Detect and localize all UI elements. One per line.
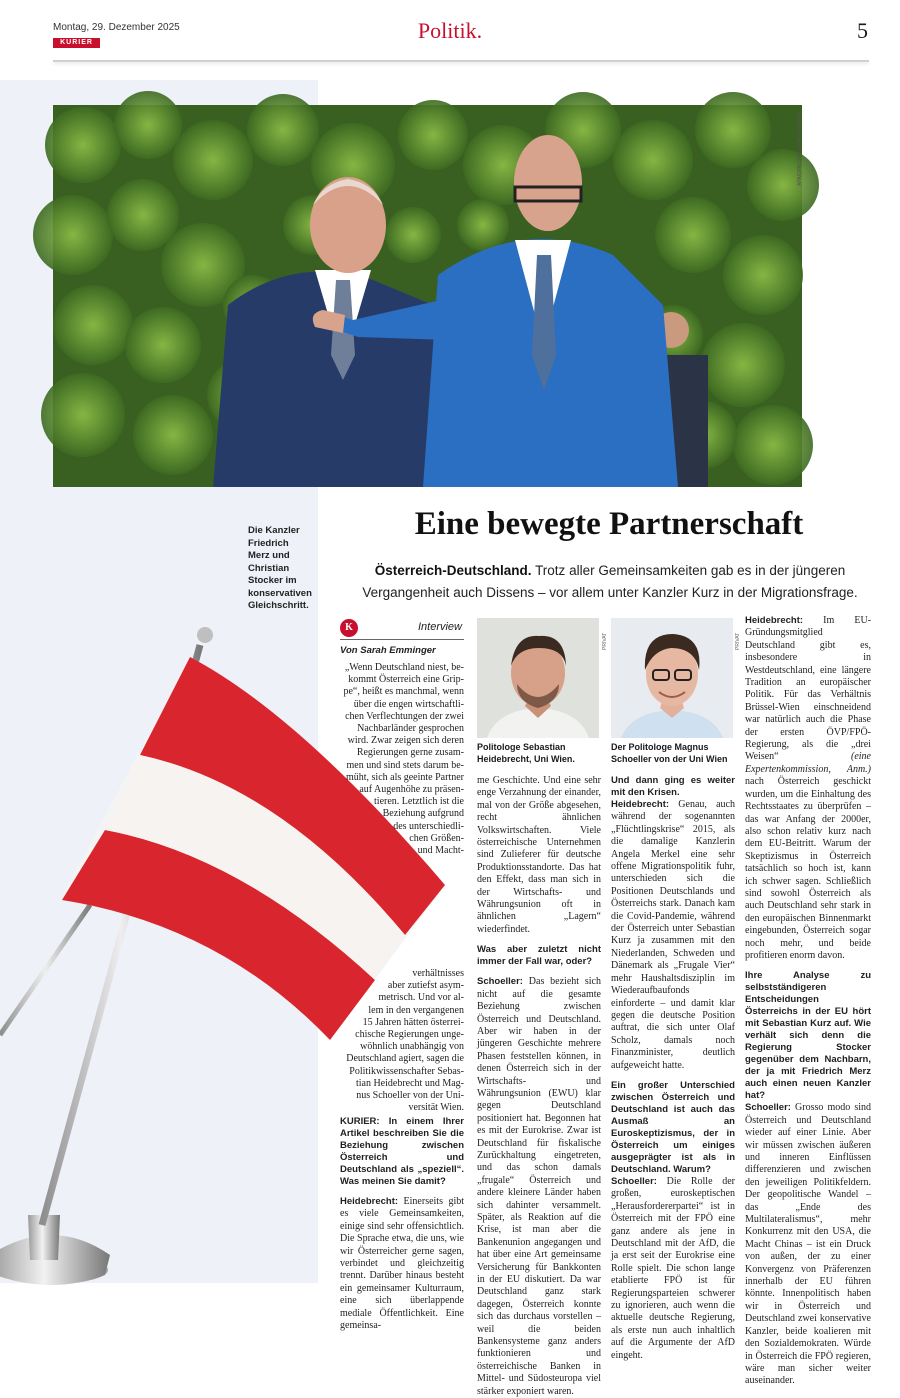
byline: Von Sarah Emminger [340, 645, 436, 656]
text-line: chen Größen- [409, 832, 464, 844]
speaker: Heidebrecht: [745, 615, 804, 626]
interview-marker [340, 618, 464, 640]
answer: Einerseits gibt es viele Gemeinsamkeiten, einige sind sehr offensichtlich. Die Sprache etwa, die uns, wie wir Österreicher gerne sagen, verbindet und gleichzeitig trennt. Darüber hinaus besteht ein gemeinsamer Kulturraum, eine sich überlappende mediale Öffentlichkeit. Eine gemeinsa- [340, 1196, 464, 1332]
portrait-schoeller [611, 618, 733, 738]
text-line: metrisch. Und vor al- [378, 992, 464, 1004]
photo-caption: Die Kanzler Friedrich Merz und Christian Stocker im konservativen Gleichschritt. [248, 525, 312, 611]
text-line: auf Augenhöhe zu präsen- [359, 784, 464, 796]
speaker: Schoeller: [477, 976, 523, 988]
text-line: Politikwissenschafter Sebas- [349, 1065, 464, 1077]
text-line: müht, sich als geeinte Partner [345, 771, 464, 783]
text-line: verhältnisses [412, 968, 464, 979]
answer: Die Rolle der großen, euroskeptischen „Herausfordererpartei“ ist in Österreich mit der FPÖ eine ganz andere als jene in Deutschland mit der AfD, die ja erst seit der Eurokrise eine Rolle spielt. Die schon lange etablierte FPÖ ist für Regierungsparteien schwerer zu ignorieren, auch wenn die aktuelle deutsche Regierung, als erste nun auch inhaltlich auf die Argumente der AfD eingeht. [611, 1175, 736, 1361]
paragraph: me Geschichte. Und eine sehr enge Verzahnung der einander, mal von der Größe abgesehen, recht ähnlichen Volkswirtschaften. Viele österreichische Unternehmen sind Zulieferer für deutsche Produktionsstandorte. Das hat den Effekt, dass man sich in der Wirtschafts- und Währungsunion oft in ähnlichen „Lagern“ wiederfindet. [477, 775, 601, 935]
col1-qa [340, 1116, 464, 1332]
answer: Im EU-Gründungsmitglied Deutschland gibt es, insbesondere in Westdeutschland, eine längere Tradition an europäischer Politik. Für das Verhältnis Brüssel-Wien einschneidend war natürlich auch die Phase der ersten ÖVP/FPÖ-Regierung, als die „drei Weisen“ [745, 615, 871, 763]
portrait-credit-2: PRIVAT [735, 632, 741, 650]
interview-label: Interview [417, 621, 462, 633]
question: Was aber zuletzt nicht immer der Fall war, oder? [477, 944, 601, 968]
text-line: 15 Jahren hätten österrei- [362, 1016, 464, 1028]
text-line: wöhnlich unabhängig von [360, 1041, 464, 1053]
portrait-heidebrecht [477, 618, 599, 738]
text-line: Nachbarländer gesprochen [357, 723, 464, 735]
col3-text [611, 775, 735, 1362]
article-lead [345, 560, 875, 604]
text-line: Beziehung aufgrund [382, 808, 464, 820]
text-line: wird. Zwar zeigen sich deren [347, 735, 464, 747]
col1-continuation [340, 968, 464, 1114]
article-headline: Eine bewegte Partnerschaft [414, 506, 804, 542]
question: Ein großer Unterschied zwischen Österreich und Deutschland ist auch das Ausmaß an Euroskeptizismus, der in Österreich um einiges ausgeprägter ist als in Deutschland. Warum? [611, 1079, 735, 1175]
question: KURIER: In einem Ihrer Artikel beschreiben Sie die Beziehung zwischen Österreich und Deutschland als „speziell“. Was meinen Sie damit? [340, 1116, 464, 1187]
answer: Genau, auch während der sogenannten „Flüchtlingskrise“ 2015, als die damalige Kanzlerin Angela Merkel eine sehr offene Migrationspolitik fuhr, unterschieden sich die Positionen Deutschlands und Österreichs stark. Danach kam die Covid-Pandemie, während der Österreich unter Sebastian Kurz ja zusammen mit den Niederlanden, Schweden und Dänemark als „Frugale Vier“ mehr Haushaltsdisziplin im Wiederaufbaufonds einforderte – und damit klar gegen die deutsche Position auftrat, die sich unter Olaf Scholz, damals noch Finanzminister, deutlich aufgeweicht hatte. [611, 799, 735, 1071]
text-line: tian Heidebrecht und Mag- [355, 1077, 464, 1089]
page-number: 5 [857, 18, 868, 43]
text-line: pe“, heißt es manchmal, wenn [343, 686, 464, 698]
text-line: nus Schoeller von der Uni- [356, 1090, 464, 1102]
col2-text [477, 775, 601, 1398]
text-line: Regierungen gerne zusam- [356, 747, 464, 759]
text-line: des unterschiedli- [393, 820, 464, 832]
kurier-k-icon: K [340, 619, 358, 637]
lead-kicker: Österreich-Deutschland. [374, 563, 532, 578]
question: Und dann ging es weiter mit den Krisen. [611, 775, 735, 798]
speaker: Heidebrecht: [611, 799, 670, 810]
text-line: versität Wien. [408, 1102, 464, 1114]
kurier-logo: KURIER [53, 38, 100, 48]
question: Ihre Analyse zu selbstständigeren Entscheidungen Österreichs in der EU hört mit Sebastian Kurz auf. Wie verhält sich denn die Regierung Stocker gegenüber dem Nachbarn, der ja mit Friedrich Merz auch einen neuen Kanzler hat? [745, 970, 871, 1102]
text-line: men und sind stets darum be- [346, 759, 464, 771]
speaker: Schoeller: [611, 1175, 657, 1187]
portrait-caption-2: Der Politologe Magnus Schoeller von der Uni Wien [611, 742, 728, 764]
text-line: chische Regierungen unge- [355, 1029, 464, 1041]
section-title: Politik. [417, 18, 483, 43]
text-line: chen Verflechtungen der zwei [345, 710, 464, 722]
answer: Das bezieht sich nicht auf die gesamte Beziehung zwischen Österreich und Deutschland. Aber wir haben in der jüngeren Geschichte mehrere Phasen feststellen können, in denen Österreich sich in der Wirtschafts- und Währungsunion (EWU) klar gegen Deutschland positioniert hat. Begonnen hat es mit der Eurokrise. Zwar ist Deutschland für fiskalische Zurückhaltung eingetreten, und das schon damals „frugale“ Österreich und andere kleinere Länder haben sich dahinter versammelt. Später, als Reaktion auf die Krise, ist man aber die Bankenunion angegangen und hat über eine Art gemeinsame Versicherung für Bankkonten in der EU diskutiert. Da war Deutschland ganz stark dagegen, Österreich konnte sich das durchaus vorstellen – weil die beiden Bankensysteme ganz anders funktionieren und österreichische Banken in Mittel- und Südosteuropa viel stärker exponiert waren. [477, 976, 601, 1397]
issue-date: Montag, 29. Dezember 2025 [53, 22, 180, 33]
speaker: Heidebrecht: [340, 1196, 399, 1207]
col1-intro [340, 662, 464, 857]
photo-credit: APA/DPA/CHRISTOPH SOEDER [797, 111, 803, 186]
portrait-credit-1: PRIVAT [602, 632, 608, 650]
speaker: Schoeller: [745, 1102, 791, 1114]
answer: nach Österreich geschickt wurden, um die Einhaltung des Rechtsstaates zu überprüfen – das war Anfang der 2000er, also schon relativ kurz nach dem EU-Beitritt. Warum der Skeptizismus in Österreich tatsächlich so hoch ist, kann ich schwer sagen. Schließlich sind sowohl Österreich als auch Deutschland sehr stark in den europäischen Binnenmarkt eingebunden, Österreich sogar noch mehr, und beide profitieren enorm davon. [745, 776, 871, 961]
text-line: aber zutiefst asym- [387, 980, 464, 992]
text-line: und Macht- [417, 845, 464, 857]
text-line: lem in den vergangenen [368, 1004, 464, 1016]
portrait-caption-1: Politologe Sebastian Heidebrecht, Uni Wien. [477, 742, 575, 764]
lead-text: Trotz aller Gemeinsamkeiten gab es in der jüngeren Vergangenheit auch Dissens – vor allem unter Kanzler Kurz in der Migrationsfrage. [362, 563, 858, 600]
header-divider [53, 60, 869, 62]
col4-text [745, 615, 871, 1388]
text-line: kommt Österreich eine Grip- [348, 674, 464, 686]
editor-note: (eine Expertenkommission, Anm.) [745, 751, 871, 775]
text-line: über die engen wirtschaftli- [353, 698, 464, 710]
text-line: tieren. Letztlich ist die [374, 796, 464, 808]
text-line: „Wenn Deutschland niest, be- [344, 662, 464, 673]
answer: Grosso modo sind Österreich und Deutschland wieder auf einer Linie. Aber wir müssen zwischen äußeren und inneren Einflüssen differenzieren und zwischen den jeweiligen Politikfeldern. Der geopolitische Wandel – das „Ende des Multilateralismus“, mehr Konkurrenz mit den USA, die Macht Chinas – ist ein Druck von außen, der zu einer Konvergenz von Präferenzen innerhalb der EU führen könnte. Innenpolitisch haben wir in Österreich und Deutschland zwei konservative Kanzler, beide koalieren mit den Sozialdemokraten. Würde in Österreich die FPÖ regieren, wäre man sicher weiter auseinander. [745, 1102, 871, 1387]
text-line: Deutschland agiert, sagen die [346, 1053, 464, 1065]
main-photo [53, 105, 802, 487]
